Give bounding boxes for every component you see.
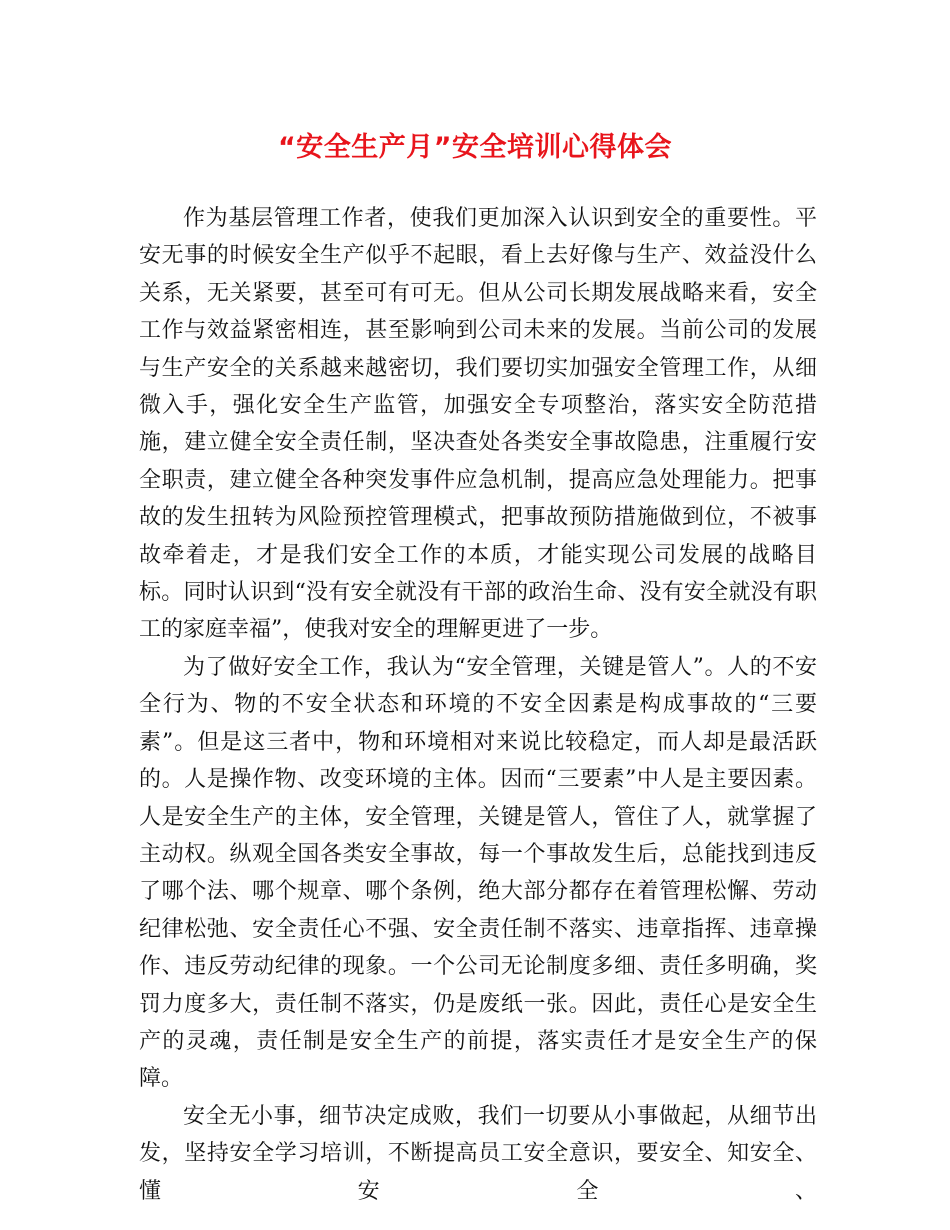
document-title: “安全生产月”安全培训心得体会 <box>278 132 672 163</box>
paragraph-2: 为了做好安全工作，我认为“安全管理，关键是管人”。人的不安全行为、物的不安全状态和环境的不安全因素是构成事故的“三要素”。但是这三者中，物和环境相对来说比较稳定，而人却是最活跃的。人是操作物、改变环境的主体。因而“三要素”中人是主要因素。人是安全生产的主体，安全管理，关键是管人，管住了人，就掌握了主动权。纵观全国各类安全事故，每一个事故发生后，总能找到违反了哪个法、哪个规章、哪个条例，绝大部分都存在着管理松懈、劳动纪律松弛、安全责任心不强、安全责任制不落实、违章指挥、违章操作、违反劳动纪律的现象。一个公司无论制度多细、责任多明确，奖罚力度多大，责任制不落实，仍是废纸一张。因此，责任心是安全生产的灵魂，责任制是安全生产的前提，落实责任才是安全生产的保障。 <box>139 654 817 1092</box>
paragraph-1: 作为基层管理工作者，使我们更加深入认识到安全的重要性。平安无事的时候安全生产似乎不起眼，看上去好像与生产、效益没什么关系，无关紧要，甚至可有可无。但从公司长期发展战略来看，安全工作与效益紧密相连，甚至影响到公司未来的发展。当前公司的发展与生产安全的关系越来越密切，我们要切实加强安全管理工作，从细微入手，强化安全生产监管，加强安全专项整治，落实安全防范措施，建立健全安全责任制，坚决查处各类安全事故隐患，注重履行安全职责，建立健全各种突发事件应急机制，提高应急处理能力。把事故的发生扭转为风险预控管理模式，把事故预防措施做到位，不被事故牵着走，才是我们安全工作的本质，才能实现公司发展的战略目标。同时认识到“没有安全就没有干部的政治生命、没有安全就没有职工的家庭幸福”，使我对安全的理解更进了一步。 <box>139 206 817 643</box>
paragraph-3: 安全无小事，细节决定成败，我们一切要从小事做起，从细节出发，坚持安全学习培训，不断提高员工安全意识，要安全、知安全、懂安全、 <box>139 1103 817 1204</box>
document-body <box>139 200 817 1210</box>
